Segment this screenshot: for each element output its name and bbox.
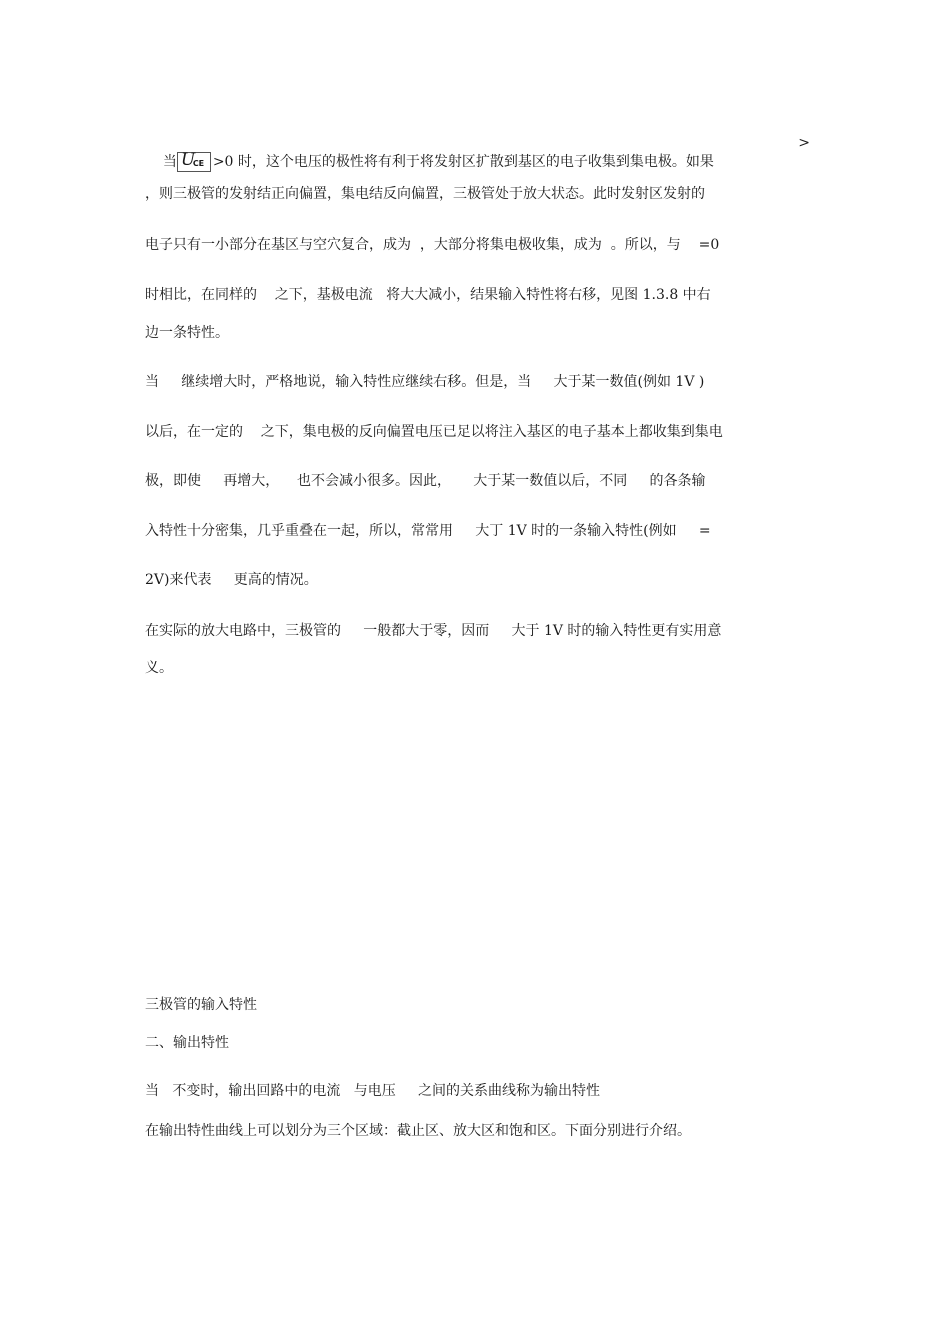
uce-symbol-subscript: CE — [192, 159, 205, 168]
para1-line1-text: >0 时，这个电压的极性将有利于将发射区扩散到基区的电子收集到集电极。如果 — [212, 154, 714, 170]
para1-line5: 边一条特性。 — [145, 325, 229, 341]
para2-line3: 极，即使 再增大， 也不会减小很多。因此， 大于某一数值以后，不同 的各条输 — [145, 473, 706, 489]
section-heading: 二、输出特性 — [145, 1035, 229, 1051]
uce-symbol — [177, 152, 211, 172]
para2-line4: 入特性十分密集，几乎重叠在一起，所以，常常用 大丁 1V 时的一条输入特性(例如 = — [145, 523, 711, 539]
uce-symbol-main: U — [180, 150, 196, 170]
para2-line2: 以后，在一定的 之下，集电极的反向偏置电压已足以将注入基区的电子基本上都收集到集电 — [145, 424, 723, 440]
para3-line2: 义。 — [145, 660, 173, 676]
para2-line5: 2V)来代表 更高的情况。 — [145, 572, 318, 588]
para1-line4: 时相比，在同样的 之下，基极电流 将大大减小，结果输入特性将右移，见图 1.3.8 中右 — [145, 287, 711, 303]
para3-line1: 在实际的放大电路中，三极管的 一般都大于零，因而 大于 1V 时的输入特性更有实用意 — [145, 623, 722, 639]
para1-line1-gt: > — [798, 135, 810, 151]
para1-line2: ，则三极管的发射结正向偏置，集电结反向偏置，三极管处于放大状态。此时发射区发射的 — [145, 186, 705, 202]
para1-line3: 电子只有一小部分在基区与空穴复合，成为 ，大部分将集电极收集，成为 。所以，与 =0 — [145, 237, 720, 253]
para2-line1: 当 继续增大时，严格地说，输入特性应继续右移。但是，当 大于某一数值(例如 1V ) — [145, 374, 705, 390]
para5: 在输出特性曲线上可以划分为三个区域：截止区、放大区和饱和区。下面分别进行介绍。 — [145, 1123, 691, 1139]
para4: 当 不变时，输出回路中的电流 与电压 之间的关系曲线称为输出特性 — [145, 1083, 600, 1099]
para1-when: 当 — [162, 154, 177, 170]
figure-caption: 三极管的输入特性 — [145, 997, 257, 1013]
